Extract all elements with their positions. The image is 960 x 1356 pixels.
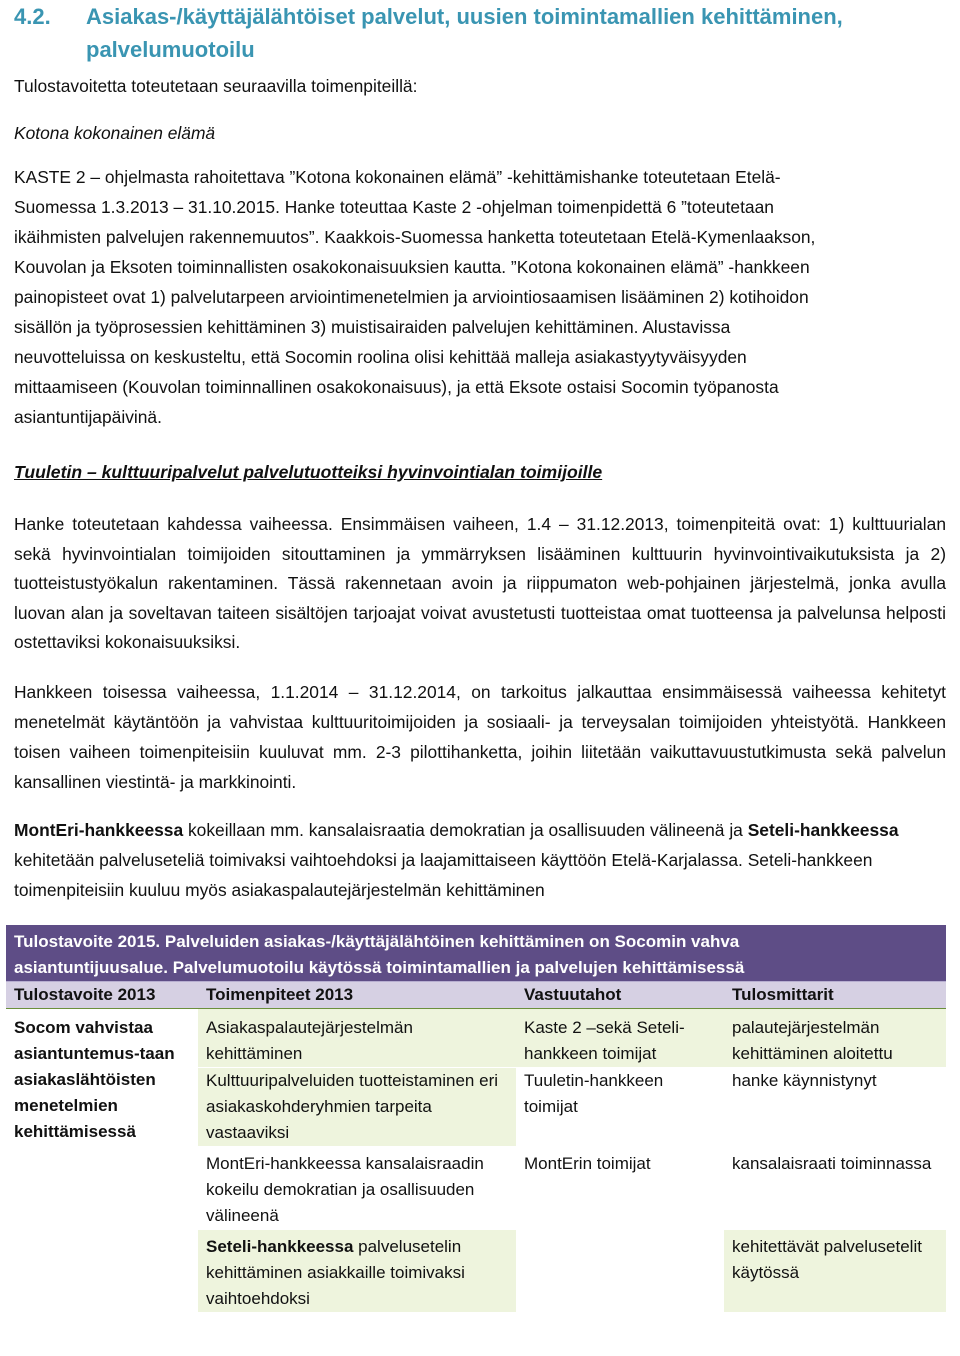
monteri-paragraph: [14, 815, 946, 905]
header-goal: Tulostavoite 2013: [6, 982, 198, 1009]
section-number: 4.2.: [14, 4, 51, 29]
action-cell: MontEri-hankkeessa kansalaisraadin kokeilu demokratian ja osallisuuden välineenä: [198, 1147, 516, 1230]
table-row: [6, 1009, 946, 1068]
action-cell: Kulttuuripalveluiden tuotteistaminen eri asiakaskohderyhmien tarpeita vastaaviksi: [198, 1068, 516, 1147]
seteli-text: kehitetään palveluseteliä toimivaksi vaihtoehdoksi ja laajamittaiseen käyttöön Etelä-Karjalassa. Seteli-hankkeen toimenpiteisiin kuuluu myös asiakaspalautejärjestelmän kehittäminen: [14, 849, 873, 900]
tuuletin-paragraph-2: Hankkeen toisessa vaiheessa, 1.1.2014 – 31.12.2014, on tarkoitus jalkauttaa ensimmäisessä vaiheessa kehitetyt menetelmät käytäntöön ja vahvistaa kulttuuritoimijoiden ja sosiaali- ja terveysalan toimijoiden yhteistyötä. Hankkeen toisen vaiheen toimenpiteisiin kuuluvat mm. 2-3 pilottihanketta, joihin liitetään vaikuttavuustutkimusta sekä palvelun kansallinen viestintä- ja markkinointi.: [14, 681, 946, 792]
kotona-line: asiantuntijapäivinä.: [14, 407, 162, 427]
table-header-row: [6, 982, 946, 1009]
header-responsible: Vastuutahot: [516, 982, 724, 1009]
metric-cell: hanke käynnistynyt: [724, 1068, 946, 1147]
kotona-line: sisällön ja työprosessien kehittäminen 3) muistisairaiden palvelujen kehittäminen. Alustavissa: [14, 317, 731, 337]
kotona-paragraph: [14, 162, 946, 432]
intro-text: Tulostavoitetta toteutetaan seuraavilla toimenpiteillä:: [14, 76, 418, 96]
header-actions: Toimenpiteet 2013: [198, 982, 516, 1009]
kotona-line: neuvotteluissa on keskusteltu, että Socomin roolina olisi kehittää malleja asiakastyytyväisyyden: [14, 347, 747, 367]
kotona-line: mittaamiseen (Kouvolan toiminnallinen osakokonaisuus), ja että Eksote ostaisi Socomin työpanosta: [14, 377, 779, 397]
metric-cell: kehitettävät palvelusetelit käytössä: [724, 1230, 946, 1313]
kotona-line: Suomessa 1.3.2013 – 31.10.2015. Hanke toteuttaa Kaste 2 -ohjelman toimenpidettä 6 ”toteutetaan: [14, 197, 774, 217]
metric-cell: kansalaisraati toiminnassa: [724, 1147, 946, 1230]
responsible-cell: MontErin toimijat: [516, 1147, 724, 1230]
kotona-line: KASTE 2 – ohjelmasta rahoitettava ”Kotona kokonainen elämä” -kehittämishanke toteutetaan Etelä-: [14, 167, 781, 187]
kotona-line: Kouvolan ja Eksoten toiminnallisten osakokonaisuuksien kautta. ”Kotona kokonainen elämä” -hankkeen: [14, 257, 810, 277]
action-cell: Asiakaspalautejärjestelmän kehittäminen: [198, 1009, 516, 1068]
kotona-line: ikäihmisten palvelujen rakennemuutos”. Kaakkois-Suomessa hanketta toteutetaan Etelä-Kymenlaakson,: [14, 227, 816, 247]
responsible-cell: [516, 1230, 724, 1313]
goals-table: [6, 925, 946, 1312]
banner-line: Tulostavoite 2015. Palveluiden asiakas-/käyttäjälähtöinen kehittäminen on Socomin vahva: [14, 932, 740, 951]
kotona-title: Kotona kokonainen elämä: [14, 123, 216, 143]
action-cell: [198, 1230, 516, 1313]
goal-text: Socom vahvistaa asiantuntemus-taan asiakaslähtöisten menetelmien kehittämisessä: [14, 1018, 175, 1141]
action-text: palvelusetelin kehittäminen asiakkaille toimivaksi vaihtoehdoksi: [206, 1237, 465, 1308]
section-heading: [14, 0, 946, 66]
metric-cell: palautejärjestelmän kehittäminen aloitettu: [724, 1009, 946, 1068]
banner-line: asiantuntijuusalue. Palvelumuotoilu käytössä toimintamallien ja palvelujen kehittämisessä: [14, 958, 745, 977]
table-banner: [6, 925, 946, 981]
responsible-cell: Tuuletin-hankkeen toimijat: [516, 1068, 724, 1147]
seteli-bold: Seteli-hankkeessa: [747, 819, 899, 840]
section-title: Asiakas-/käyttäjälähtöiset palvelut, uusien toimintamallien kehittäminen, palvelumuotoilu: [86, 4, 843, 62]
monteri-text: kokeillaan mm. kansalaisraatia demokratian ja osallisuuden välineenä ja: [183, 819, 748, 840]
responsible-cell: Kaste 2 –sekä Seteli-hankkeen toimijat: [516, 1009, 724, 1068]
goals-grid: [6, 981, 946, 1312]
action-bold: Seteli-hankkeessa: [206, 1237, 354, 1256]
kotona-line: painopisteet ovat 1) palvelutarpeen arviointimenetelmien ja arviointiosaamisen lisääminen 2) kotihoidon: [14, 287, 809, 307]
header-metrics: Tulosmittarit: [724, 982, 946, 1009]
tuuletin-paragraph-1: Hanke toteutetaan kahdessa vaiheessa. Ensimmäisen vaiheen, 1.4 – 31.12.2013, toimenpiteitä ovat: 1) kulttuurialan sekä hyvinvointialan toimijoiden sitouttaminen ja ymmärryksen lisääminen kulttuurin hyvinvointivaikutuksista ja 2) tuotteistustyökalun rakentaminen. Tässä rakennetaan avoin ja riippumaton web-pohjainen järjestelmä, jonka avulla luovan alan ja soveltavan taiteen sisältöjen tarjoajat voivat avustetusti tuotteistaa omat tuotteensa ja palvelunsa helposti ostettaviksi kokonaisuuksiksi.: [14, 514, 946, 652]
goal-cell: [6, 1009, 198, 1313]
tuuletin-title: Tuuletin – kulttuuripalvelut palvelutuotteiksi hyvinvointialan toimijoille: [14, 462, 603, 482]
monteri-bold: MontEri-hankkeessa: [14, 819, 184, 840]
